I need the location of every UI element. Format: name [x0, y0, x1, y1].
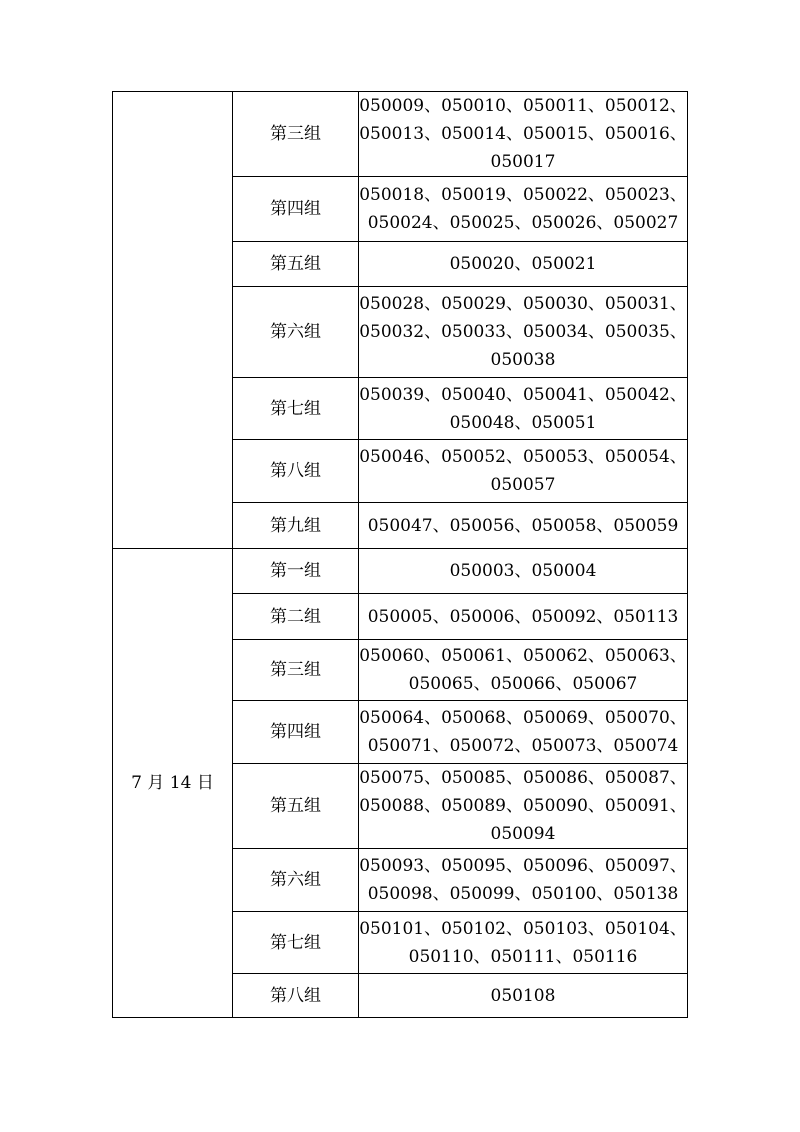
- ids-cell: 050028、050029、050030、050031、050032、050033、050034、050035、050038: [359, 287, 688, 378]
- ids-cell: 050020、050021: [359, 242, 688, 287]
- group-cell: 第八组: [233, 440, 359, 503]
- ids-cell: 050003、050004: [359, 549, 688, 594]
- ids-cell: 050047、050056、050058、050059: [359, 503, 688, 549]
- group-cell: 第二组: [233, 594, 359, 640]
- ids-cell: 050005、050006、050092、050113: [359, 594, 688, 640]
- group-cell: 第七组: [233, 378, 359, 440]
- group-cell: 第九组: [233, 503, 359, 549]
- ids-cell: 050039、050040、050041、050042、050048、050051: [359, 378, 688, 440]
- group-cell: 第五组: [233, 764, 359, 849]
- ids-cell: 050046、050052、050053、050054、050057: [359, 440, 688, 503]
- ids-cell: 050108: [359, 974, 688, 1018]
- table-row: [113, 92, 688, 177]
- group-cell: 第三组: [233, 640, 359, 701]
- group-cell: 第一组: [233, 549, 359, 594]
- group-cell: 第六组: [233, 849, 359, 912]
- ids-cell: 050018、050019、050022、050023、050024、050025、050026、050027: [359, 177, 688, 242]
- ids-cell: 050075、050085、050086、050087、050088、050089、050090、050091、050094: [359, 764, 688, 849]
- table-row: [113, 549, 688, 594]
- schedule-table: [112, 91, 688, 1018]
- ids-cell: 050064、050068、050069、050070、050071、050072、050073、050074: [359, 701, 688, 764]
- group-cell: 第五组: [233, 242, 359, 287]
- group-cell: 第三组: [233, 92, 359, 177]
- ids-cell: 050060、050061、050062、050063、050065、050066、050067: [359, 640, 688, 701]
- group-cell: 第四组: [233, 701, 359, 764]
- ids-cell: 050101、050102、050103、050104、050110、050111、050116: [359, 912, 688, 974]
- group-cell: 第六组: [233, 287, 359, 378]
- date-cell: 7 月 14 日: [113, 549, 233, 1018]
- ids-cell: 050093、050095、050096、050097、050098、050099、050100、050138: [359, 849, 688, 912]
- group-cell: 第七组: [233, 912, 359, 974]
- ids-cell: 050009、050010、050011、050012、050013、050014、050015、050016、050017: [359, 92, 688, 177]
- group-cell: 第八组: [233, 974, 359, 1018]
- group-cell: 第四组: [233, 177, 359, 242]
- date-cell: [113, 92, 233, 549]
